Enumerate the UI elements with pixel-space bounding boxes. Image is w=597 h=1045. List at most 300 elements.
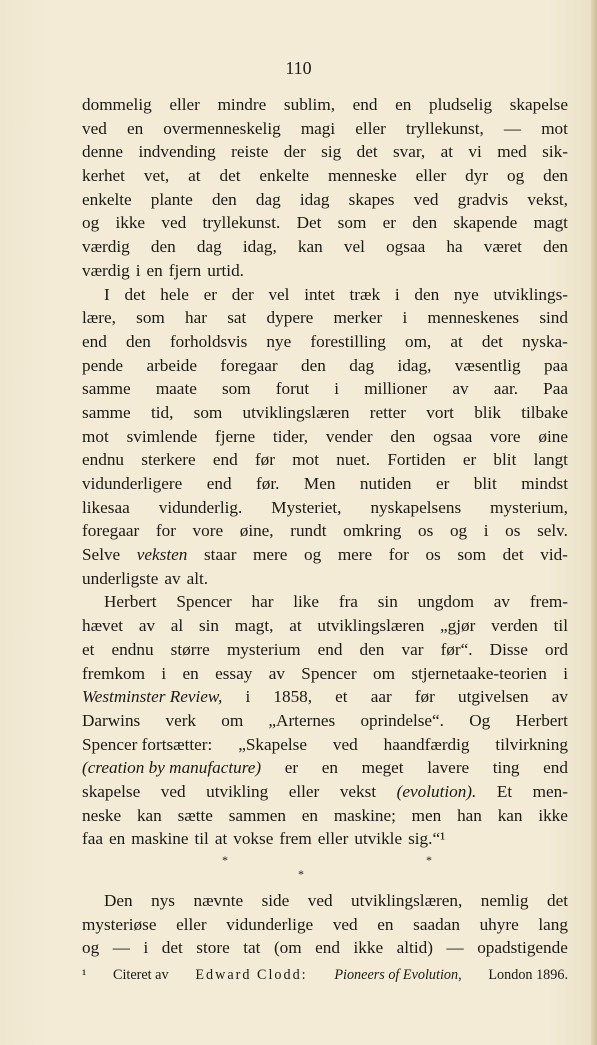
word: os <box>505 521 521 541</box>
word: sammen <box>228 805 286 825</box>
word: utgivelsen <box>457 687 529 707</box>
word: mere <box>253 545 288 565</box>
word: nævnte <box>193 891 244 910</box>
word: aar. <box>493 379 519 399</box>
word: en <box>321 758 338 778</box>
word: sind <box>539 308 568 328</box>
word: av <box>551 687 568 707</box>
text-line <box>82 936 568 960</box>
word: tryllekunst. <box>202 213 281 233</box>
text-line <box>82 211 568 235</box>
word: store <box>196 938 230 958</box>
word: indvending <box>138 142 216 162</box>
word: det <box>219 166 241 186</box>
word: var <box>401 639 424 659</box>
asterisk-ornament: * <box>222 853 228 867</box>
word: vokse <box>233 829 274 849</box>
text-line <box>82 140 568 164</box>
word: i <box>245 687 251 707</box>
text-line <box>82 188 568 212</box>
word: der <box>283 142 306 162</box>
word: kerhet <box>82 166 125 186</box>
word: nye <box>453 284 479 304</box>
word: vekst <box>339 781 377 801</box>
word: Spencer <box>176 592 232 612</box>
word: ved <box>332 914 358 934</box>
word: Det <box>296 213 322 233</box>
word: kan <box>497 805 523 825</box>
word: for <box>388 545 409 565</box>
word: fjerne <box>215 426 256 446</box>
word: sterkere <box>141 450 196 470</box>
word: samme <box>82 379 131 399</box>
word: millioner <box>364 379 428 399</box>
word: en <box>395 95 412 114</box>
word: som <box>457 545 486 565</box>
footnote-title: Pioneers of Evolution, <box>334 967 462 983</box>
word: dag <box>196 237 222 257</box>
word: at <box>289 616 302 636</box>
word: ungdom <box>417 592 474 612</box>
word: svar, <box>392 142 426 162</box>
word: al <box>170 616 184 636</box>
word: maate <box>155 379 197 399</box>
word: fra <box>338 592 358 612</box>
word: vel <box>343 237 365 257</box>
word: essay <box>215 663 253 683</box>
word: og <box>449 521 468 541</box>
word: vel <box>268 284 290 304</box>
word: i <box>402 308 408 328</box>
word: fjern <box>168 260 202 280</box>
word: forholdsvis <box>169 331 248 351</box>
word: maskine <box>131 829 189 849</box>
word: den <box>359 639 385 659</box>
word: i <box>334 379 340 399</box>
word: dommelig <box>82 95 152 114</box>
word: nemlig <box>480 891 529 910</box>
word: eller <box>176 914 207 934</box>
word: mindre <box>217 95 267 114</box>
word: men- <box>532 781 568 801</box>
word: tat <box>243 938 261 958</box>
word: „Skapelse <box>238 734 307 754</box>
word: øine <box>538 426 568 446</box>
text-line <box>82 448 568 472</box>
word: foregaar <box>220 355 278 375</box>
text-line <box>82 614 568 638</box>
word: er <box>382 213 396 233</box>
word: ved <box>413 189 439 209</box>
footnote-marker: ¹ <box>82 967 87 983</box>
word: retter <box>369 402 407 422</box>
word: lavere <box>427 758 470 778</box>
footnote-prefix: Citeret av <box>113 967 169 983</box>
word: mot <box>82 426 109 446</box>
word: utviklingslæren <box>317 616 425 636</box>
word: vekst, <box>527 189 568 209</box>
word: meget <box>361 758 404 778</box>
word: arbeide <box>146 355 198 375</box>
word: opadstigende <box>477 938 568 958</box>
word: med <box>497 142 527 162</box>
word: mot <box>292 450 319 470</box>
word: en <box>182 663 199 683</box>
word: som <box>193 402 223 422</box>
word: veksten <box>136 545 188 565</box>
footnote-suffix: London 1896. <box>488 967 568 983</box>
word: paa <box>544 355 568 375</box>
word: til <box>194 829 209 849</box>
word: at <box>450 331 463 351</box>
word: Disse <box>489 639 528 659</box>
word: vet, <box>143 166 170 186</box>
word: en <box>377 914 394 934</box>
word: end <box>543 758 568 778</box>
word: nyska- <box>522 331 568 351</box>
word: kan <box>136 805 162 825</box>
word: Fortiden <box>387 450 446 470</box>
word: sin <box>377 592 398 612</box>
word: i <box>483 521 489 541</box>
word: det <box>502 545 524 565</box>
word: er <box>284 758 299 778</box>
word: mindst <box>521 474 568 493</box>
word: værdig <box>82 260 130 280</box>
word: uhyre <box>479 914 519 934</box>
text-line <box>82 590 568 614</box>
word: den <box>211 189 237 209</box>
word: før <box>414 687 435 707</box>
word: (evolution). <box>396 781 477 801</box>
word: (om <box>273 938 302 958</box>
word: i <box>161 663 167 683</box>
word: os <box>418 521 434 541</box>
word: Herbert <box>515 710 568 730</box>
text-line <box>82 496 568 520</box>
word: som <box>136 308 165 328</box>
text-line <box>82 638 568 662</box>
word: Mysteriet, <box>271 497 342 517</box>
word: like <box>293 592 320 612</box>
word: alt. <box>186 568 209 588</box>
word: vore <box>490 426 521 446</box>
text-line <box>82 93 568 117</box>
word: det <box>356 142 378 162</box>
word: underligste <box>82 568 159 588</box>
text-line <box>82 662 568 686</box>
word: Spencer <box>301 663 357 683</box>
word: det <box>481 331 503 351</box>
word: den <box>414 284 440 304</box>
word: dyr <box>465 166 489 186</box>
text-line <box>82 377 568 401</box>
word: side <box>261 891 290 910</box>
word: ved <box>161 213 187 233</box>
word: menneskenes <box>427 308 520 328</box>
word: stjernetaake-teorien <box>411 663 547 683</box>
footnote <box>82 967 568 984</box>
word: før“. <box>440 639 473 659</box>
word: ved <box>160 781 186 801</box>
word: og <box>506 166 525 186</box>
word: lang <box>538 914 568 934</box>
asterisk-ornament: * <box>298 867 304 881</box>
word: utvikling <box>206 781 269 801</box>
word: den <box>301 355 326 375</box>
word: det <box>546 891 568 910</box>
page-number: 110 <box>285 58 312 78</box>
text-line <box>82 472 568 496</box>
word: dag <box>349 355 375 375</box>
word: frem <box>279 829 312 849</box>
word: eller <box>355 118 386 138</box>
word: kan <box>297 237 323 257</box>
word: Herbert <box>104 592 157 612</box>
word: foregaar <box>82 521 140 541</box>
word: sat <box>227 308 247 328</box>
word: nye <box>266 331 292 351</box>
word: tilvirkning <box>495 734 568 754</box>
word: der <box>231 284 254 304</box>
word: merker <box>333 308 383 328</box>
word: Den <box>104 891 133 910</box>
word: som <box>337 213 367 233</box>
word: av <box>164 568 181 588</box>
word: vi <box>468 142 482 162</box>
word: ved <box>82 118 107 138</box>
word: og <box>304 545 322 565</box>
word: ogsaa <box>433 426 473 446</box>
word: vore <box>192 521 224 541</box>
word: skapelse <box>509 95 568 114</box>
word: end <box>82 331 107 351</box>
word: 1858, <box>273 687 313 707</box>
word: en <box>108 829 126 849</box>
word: vid- <box>540 545 568 565</box>
word: tryllekunst, <box>405 118 484 138</box>
word: sig <box>321 142 342 162</box>
word: mysteriøse <box>82 914 157 934</box>
word: at <box>214 829 228 849</box>
word: verden <box>491 616 538 636</box>
word: i <box>143 938 149 958</box>
word: av <box>452 379 469 399</box>
word: at <box>188 166 201 186</box>
word: magi <box>300 118 336 138</box>
word: lære, <box>82 308 116 328</box>
word: eller <box>288 781 320 801</box>
main-text <box>82 93 568 851</box>
word: tilbake <box>521 402 568 422</box>
word: idag <box>299 189 330 209</box>
word: av <box>268 663 285 683</box>
word: som <box>221 379 251 399</box>
word: blik <box>474 402 501 422</box>
word: ha <box>446 237 463 257</box>
word: vidunderligere <box>82 474 183 493</box>
continued-text <box>82 889 568 960</box>
word: „Arternes <box>268 710 336 730</box>
text-line <box>82 889 568 913</box>
word: forut <box>275 379 310 399</box>
word: — <box>112 938 130 958</box>
word: aar <box>370 687 392 707</box>
word: Darwins <box>82 710 141 730</box>
word: Paa <box>543 379 568 399</box>
word: av <box>138 616 156 636</box>
word: en <box>146 260 163 280</box>
word: idag, <box>242 237 277 257</box>
word: pludselig <box>429 95 493 114</box>
word: utvikle <box>354 829 403 849</box>
word: eller <box>169 95 200 114</box>
word: dypere <box>266 308 314 328</box>
word: av <box>493 592 510 612</box>
word: og <box>82 213 100 233</box>
word: har <box>185 308 207 328</box>
word: vort <box>426 402 454 422</box>
word: saadan <box>413 914 460 934</box>
word: — <box>446 938 464 958</box>
text-line <box>82 330 568 354</box>
word: ved <box>307 891 333 910</box>
word: sublim, <box>283 95 335 114</box>
word: før <box>254 450 275 470</box>
word: nuet. <box>336 450 371 470</box>
word: nys <box>151 891 175 910</box>
word: altid) <box>396 938 433 958</box>
word: træk <box>349 284 381 304</box>
word: Og <box>469 710 491 730</box>
word: den <box>412 213 438 233</box>
word: er <box>462 450 477 470</box>
word: øine, <box>239 521 274 541</box>
word: Spencer fortsætter: <box>82 734 213 754</box>
word: blit <box>473 474 497 493</box>
word: overmenneskelig <box>163 118 281 138</box>
word: og <box>82 938 100 958</box>
word: det <box>161 938 183 958</box>
word: plante <box>150 189 193 209</box>
text-line <box>82 780 568 804</box>
word: den <box>543 237 568 257</box>
word: idag, <box>397 355 432 375</box>
text-line <box>82 164 568 188</box>
word: svimlende <box>126 426 198 446</box>
word: i <box>135 260 141 280</box>
word: hele <box>160 284 189 304</box>
word: nutiden <box>359 474 412 493</box>
word: ikke <box>115 213 146 233</box>
word: det <box>124 284 146 304</box>
word: den <box>150 237 176 257</box>
word: magt <box>533 213 568 233</box>
word: før. <box>256 474 280 493</box>
word: frem- <box>529 592 568 612</box>
word: enkelte <box>82 189 132 209</box>
word: gradvis <box>457 189 509 209</box>
word: værdig <box>82 237 130 257</box>
word: Selve <box>82 545 121 565</box>
word: den <box>125 331 151 351</box>
word: intet <box>304 284 335 304</box>
word: i <box>563 663 568 683</box>
word: ogsaa <box>386 237 426 257</box>
word: sik- <box>542 142 568 162</box>
word: at <box>440 142 454 162</box>
word: utviklingslæren <box>242 402 350 422</box>
word: sig.“¹ <box>408 829 446 849</box>
word: dag <box>255 189 281 209</box>
word: er <box>203 284 217 304</box>
word: skapelse <box>82 781 141 801</box>
word: til <box>553 616 568 636</box>
word: mere <box>337 545 373 565</box>
word: er <box>435 474 450 493</box>
word: urtid. <box>207 260 244 280</box>
word: vender <box>325 426 373 446</box>
word: likesaa <box>82 497 130 517</box>
word: skapes <box>348 189 395 209</box>
word: været <box>483 237 522 257</box>
word: (creation by manufacture) <box>82 758 262 778</box>
word: reiste <box>231 142 269 162</box>
word: tid, <box>150 402 174 422</box>
text-line <box>82 401 568 425</box>
text-line <box>82 913 568 937</box>
asterisk-ornament: * <box>426 853 432 867</box>
word: større <box>170 639 210 659</box>
word: ved <box>332 734 358 754</box>
word: for <box>155 521 176 541</box>
word: den <box>543 166 568 186</box>
word: skapende <box>453 213 518 233</box>
word: denne <box>82 142 124 162</box>
word: utviklingslæren, <box>351 891 463 910</box>
word: „gjør <box>440 616 476 636</box>
word: endnu <box>111 639 154 659</box>
word: et <box>82 639 95 659</box>
word: end <box>315 938 340 958</box>
text-line <box>82 235 568 259</box>
word: sin <box>198 616 220 636</box>
word: utviklings- <box>493 284 568 304</box>
word: den <box>390 426 416 446</box>
word: Westminster Review, <box>82 687 223 707</box>
word: I <box>104 284 110 304</box>
word: magt, <box>234 616 274 636</box>
word: væsentlig <box>454 355 521 375</box>
word: end <box>352 95 378 114</box>
word: eller <box>415 166 447 186</box>
word: maskine; <box>333 805 396 825</box>
word: mysterium <box>226 639 301 659</box>
word: enkelte <box>259 166 310 186</box>
word: staar <box>203 545 237 565</box>
text-line <box>82 519 568 543</box>
word: om <box>221 710 244 730</box>
word: en <box>301 805 319 825</box>
word: rundt <box>290 521 327 541</box>
word: selv. <box>537 521 568 541</box>
word: en <box>126 118 144 138</box>
text-line <box>82 354 568 378</box>
word: end <box>317 639 343 659</box>
word: ikke <box>538 805 568 825</box>
text-line <box>82 756 568 780</box>
word: langt <box>533 450 568 470</box>
